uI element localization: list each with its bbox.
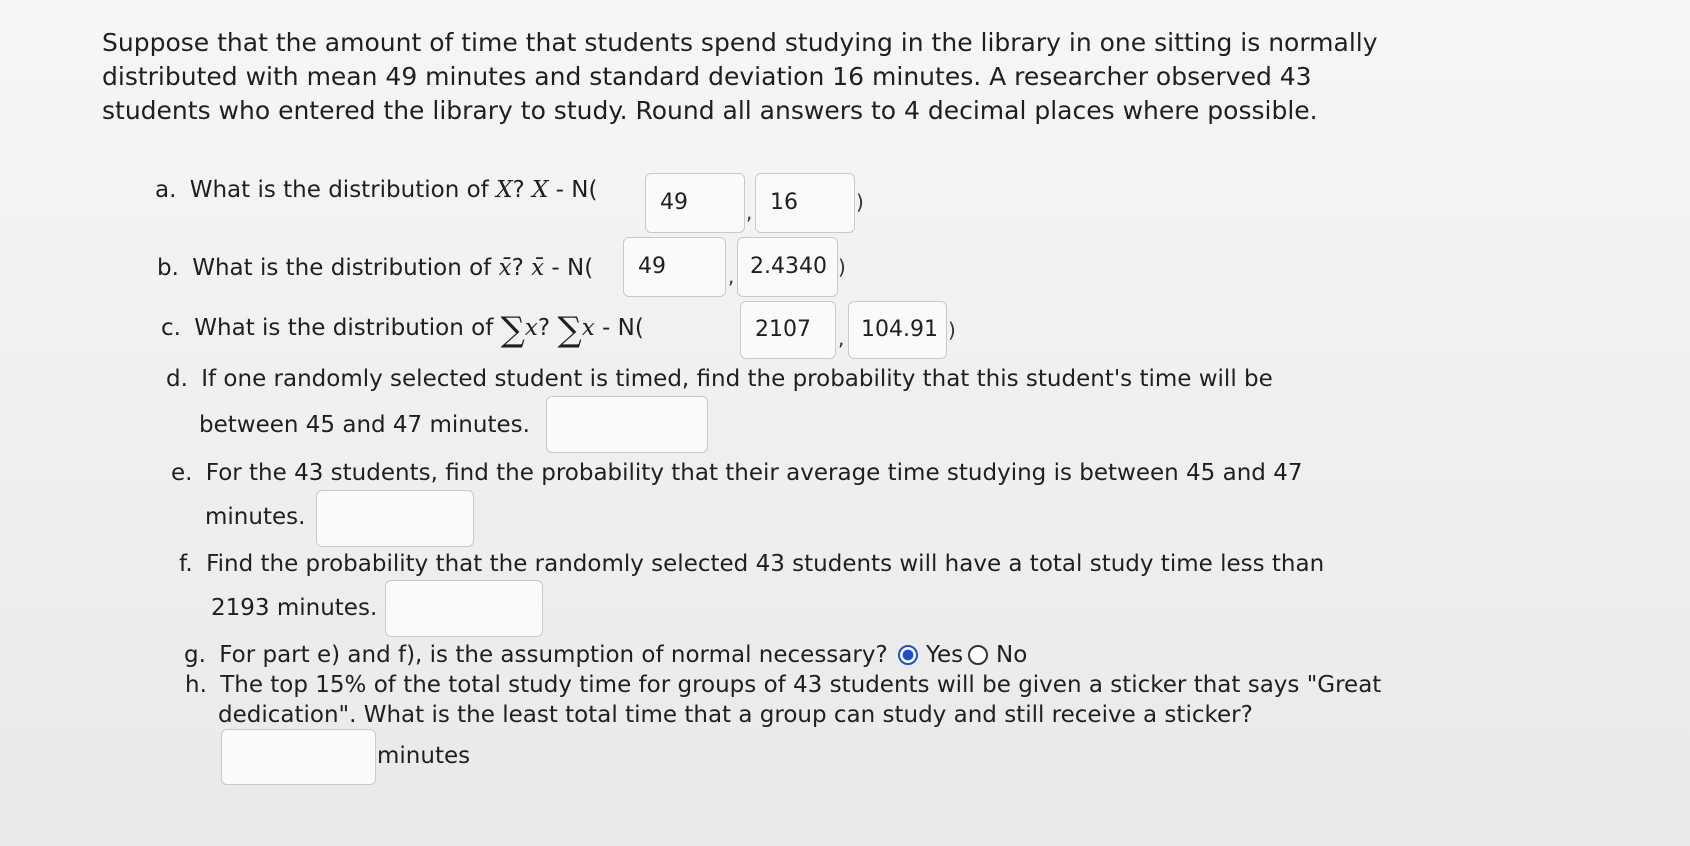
question-c-dist: - N( (594, 315, 644, 341)
question-a-text: What is the distribution of (189, 177, 489, 203)
radio-yes[interactable] (898, 645, 918, 665)
question-a (155, 175, 597, 205)
close-paren-a: ) (856, 190, 864, 214)
question-b-var2: x̄ (531, 255, 545, 281)
comma-c: , (838, 326, 845, 350)
question-d-label: d. (166, 366, 188, 392)
question-f-line2: 2193 minutes. (211, 595, 378, 621)
question-d-line2: between 45 and 47 minutes. (199, 412, 530, 438)
answer-b-sd-value: 2.4340 (750, 254, 827, 279)
question-b-text: What is the distribution of (192, 255, 492, 281)
question-e (171, 458, 1302, 488)
question-g (184, 640, 888, 670)
answer-b-mean-value: 49 (638, 254, 666, 279)
question-f-line1: Find the probability that the randomly selected 43 students will have a total study time less than (206, 551, 1325, 577)
sigma-icon: ∑ (500, 310, 525, 350)
question-f (179, 549, 1324, 579)
question-c-var2: x (581, 315, 595, 341)
answer-h-unit: minutes (377, 743, 471, 769)
answer-a-sd-value: 16 (770, 190, 798, 215)
answer-c-sd-input[interactable] (848, 301, 947, 359)
radio-no[interactable] (968, 645, 988, 665)
question-h (185, 670, 1381, 700)
question-h-line1: The top 15% of the total study time for groups of 43 students will be given a sticker that says "Great (220, 672, 1382, 698)
answer-b-sd-input[interactable] (737, 237, 838, 297)
question-a-label: a. (155, 177, 177, 203)
question-h-label: h. (185, 672, 207, 698)
question-a-dist: - N( (548, 177, 598, 203)
comma-b: , (728, 264, 735, 288)
answer-f-input[interactable] (385, 580, 543, 637)
answer-a-mean-input[interactable] (645, 173, 745, 233)
question-e-line1: For the 43 students, find the probability that their average time studying is between 45 and 47 (205, 460, 1303, 486)
answer-h-input[interactable] (221, 729, 376, 785)
question-b-dist: - N( (544, 255, 594, 281)
question-c-var: x (524, 315, 538, 341)
question-a-qmark: ? (512, 177, 525, 203)
answer-c-mean-value: 2107 (755, 317, 811, 342)
question-a-var2: X (531, 177, 549, 203)
question-d-line1: If one randomly selected student is timed, find the probability that this student's time will be (201, 366, 1273, 392)
answer-d-input[interactable] (546, 396, 708, 453)
radio-yes-label: Yes (926, 642, 964, 668)
answer-a-sd-input[interactable] (755, 173, 855, 233)
question-b-qmark: ? (511, 255, 524, 281)
question-g-label: g. (184, 642, 206, 668)
question-e-line2: minutes. (205, 504, 306, 530)
problem-intro: Suppose that the amount of time that students spend studying in the library in one sitting is normally distributed with mean 49 minutes and standard deviation 16 minutes. A researcher observed 43 students who entered the library to study. Round all answers to 4 decimal places where possible. (102, 28, 1378, 125)
comma-a: , (746, 200, 753, 224)
answer-e-input[interactable] (316, 490, 474, 547)
question-c-label: c. (161, 315, 181, 341)
close-paren-c: ) (948, 318, 956, 342)
question-a-var: X (496, 177, 513, 203)
question-f-label: f. (179, 551, 193, 577)
answer-c-mean-input[interactable] (740, 301, 836, 359)
question-c-text: What is the distribution of (194, 315, 494, 341)
answer-c-sd-value: 104.91 (861, 317, 938, 342)
question-e-label: e. (171, 460, 193, 486)
question-d (166, 364, 1273, 394)
question-g-text: For part e) and f), is the assumption of normal necessary? (219, 642, 888, 668)
answer-a-mean-value: 49 (660, 190, 688, 215)
question-b (157, 253, 593, 283)
question-c (161, 310, 644, 350)
close-paren-b: ) (838, 255, 846, 279)
answer-b-mean-input[interactable] (623, 237, 726, 297)
radio-no-label: No (996, 642, 1028, 668)
question-c-qmark: ? (537, 315, 551, 341)
sigma-icon-2: ∑ (557, 310, 582, 350)
question-b-label: b. (157, 255, 179, 281)
question-h-line2: dedication". What is the least total time that a group can study and still receive a sticker? (218, 702, 1253, 728)
question-b-var: x̄ (498, 255, 512, 281)
